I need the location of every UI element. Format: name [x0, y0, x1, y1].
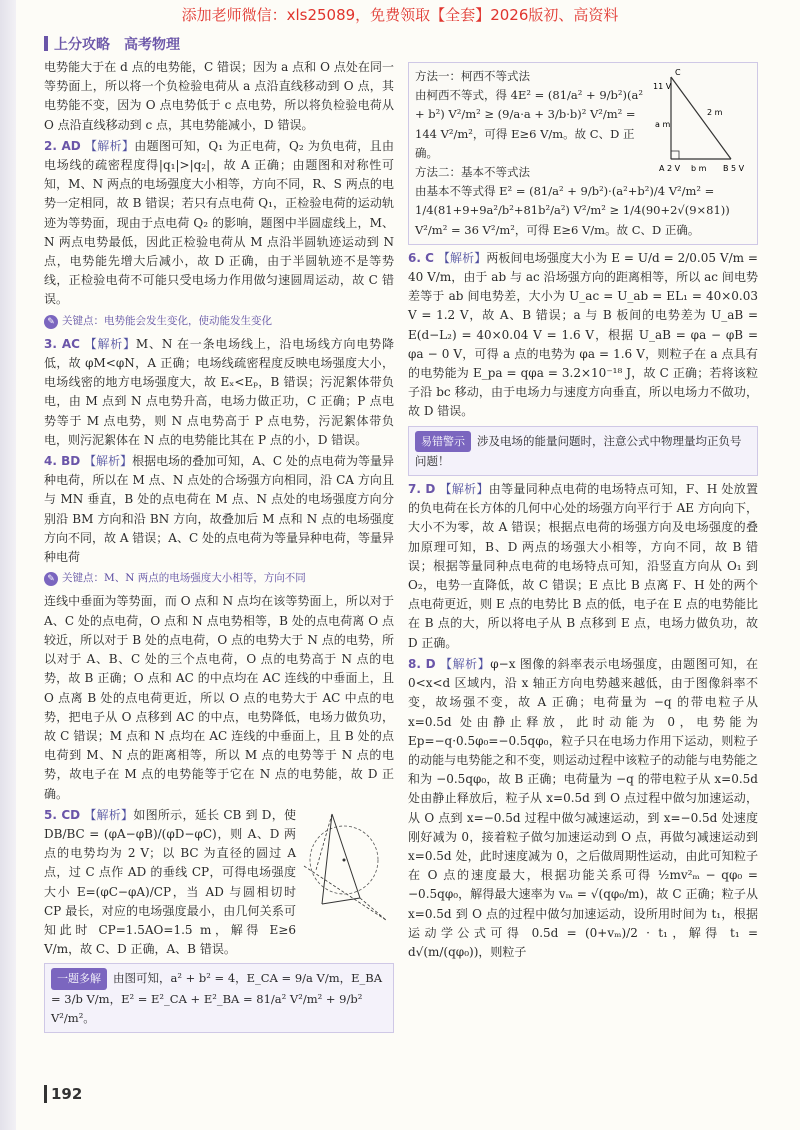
answer-2: [44, 137, 394, 310]
answer-4-continued: 连线中垂面为等势面，而 O 点和 N 点均在该等势面上，所以对于 A、C 处的点电荷，O 点和 N 点电势相等，B 处的点电荷离 O 点较近，所以对于 B 处的点电荷，O 点的电势大于 N 点的电势，所以对于 A、B、C 处的三个点电荷，O 点的电势高于 N 点的电势，故 B 正确；O 点和 AC 的中点均在 AC 连线的中垂面上，且 O 点离 B 处的点电荷更近，所以 O 点的电势大于 AC 中点的电势，把电子从 O 点移到 AC 的中点，电势降低，电场力做负功，故 C 错误；M 点和 N 点均在 AC 连线的中垂面上，且 B 处的点电荷到 M、N 点的距离相等，所以 M 点的电势等于 N 点的电势，故电子在 M 点的电势能等于它在 N 点的电势能，故 D 正确。: [44, 594, 394, 801]
fig-label-2m: 2 m: [707, 108, 723, 117]
answer-6: [408, 249, 758, 422]
section-header: [44, 34, 180, 54]
fig-label-am: a m: [655, 120, 671, 129]
method-2-text: 由基本不等式得 E² = (81/a² + 9/b²)·(a²+b²)/4 V²/m² = 1/4(81+9+9a²/b²+81b²/a²) V²/m² ≥ 1/4(90+2√(9×81)) V²/m² = 36 V²/m²，可得 E≥6 V/m。故 C、D 正确。: [415, 184, 730, 237]
fig-label-2v: A 2 V: [659, 164, 681, 173]
warning-text: 涉及电场的能量问题时，注意公式中物理量均正负号问题！: [415, 433, 742, 468]
circle-geometry-figure: [302, 806, 394, 926]
multi-solution-text: 由图可知，a² + b² = 4，E_CA = 9/a V/m，E_BA = 3/b V/m，E² = E²_CA + E²_BA = 81/a² V²/m² + 9/b² V²/m²。: [51, 971, 383, 1025]
answer-3: [44, 335, 394, 450]
key-point-icon: ✎: [44, 572, 58, 586]
answer-6-number: 6. C: [408, 250, 434, 265]
answer-4-tag: 【解析】: [84, 454, 133, 469]
answer-2-number: 2. AD: [44, 138, 81, 153]
answer-5-number: 5. CD: [44, 807, 81, 822]
answer-8: [408, 655, 758, 962]
answer-7-text: 由等量同种点电荷的电场特点可知，F、H 处放置的负电荷在长方体的几何中心处的场强方向平行于 AE 方向向下，大小不为零，故 A 错误；根据点电荷的场强方向及电场强度的叠加原理可知，B、D 两点的场强大小相等，方向不同，故 B 错误；根据等量同种点电荷的电场特点可知，沿竖直方向从 O₁ 到 O₂，电势一直降低，故 C 错误；E 点比 B 点离 F、H 处的两个点电荷更近，则 E 点的电势比 B 点的低，电子在 E 点的电势能比在 B 点的大，所以将电子从 B 点移到 E 点，电场力做负功，故 D 正确。: [408, 482, 758, 650]
method-1-text: 由柯西不等式，得 4E² = (81/a² + 9/b²)(a² + b²) V²/m² ≥ (9/a·a + 3/b·b)² V²/m² = 144 V²/m²，可得 E≥6 V/m。故 C、D 正确。: [415, 88, 643, 160]
fig-label-5v: B 5 V: [723, 164, 745, 173]
multi-solution-label: 一题多解: [51, 968, 107, 989]
header-bar-icon: [44, 36, 48, 51]
watermark-text: 添加老师微信：xls25089，免费领取【全套】2026版初、高资料: [181, 6, 619, 24]
page-margin-strip: [0, 0, 16, 1130]
right-column: [408, 58, 758, 964]
answer-6-tag: 【解析】: [437, 250, 487, 265]
triangle-figure: [651, 67, 751, 177]
answer-4-text: 根据电场的叠加可知，A、C 处的点电荷为等量异种电荷，所以在 M 点、N 点处的合场强方向相同，沿 CA 方向且与 MN 垂直，B 处的点电荷在 M 点、N 点处的电场强度方向分别沿 BM 方向和沿 BN 方向，故叠加后 M 点和 N 点的电场强度方向不同，故 A 错误；A、C 处的点电荷为等量异种电荷，等量异种电荷: [44, 454, 394, 565]
answer-2-text: 由题图可知，Q₁ 为正电荷，Q₂ 为负电荷，且由电场线的疏密程度得|q₁|>|q₂|，故 A 正确；由题图和对称性可知，M、N 两点的电场强度大小相等，方向不同，R、S 两点的电势一定相同，故 B 错误；若只有点电荷 Q₁，正检验电荷的运动轨迹为等势面，现由于点电荷 Q₂ 的影响，题图中半圆虚线上，M、N 两点电势最低，因此正检验电荷从 M 点沿半圆轨迹运动到 N 点，电势能先增大后减小，故 D 正确，由于半圆轨迹不是等势线，正检验电荷不可能只受电场力作用做匀速圆周运动，故 C 错误。: [44, 138, 394, 307]
answer-5-tag: 【解析】: [84, 807, 134, 822]
answer-4-note-text: 关键点：M、N 两点的电场强度大小相等，方向不同: [62, 572, 306, 585]
answer-7-number: 7. D: [408, 482, 436, 497]
method-box: [408, 62, 758, 245]
left-column: [44, 58, 394, 1037]
answer-8-tag: 【解析】: [440, 656, 491, 671]
paragraph-continued: 电势能大于在 d 点的电势能，C 错误；因为 a 点和 O 点处在同一等势面上，所以将一个负检验电荷从 a 点沿直线移动到 O 点，其电势能不变，因为 O 点电势低于 c 点电势，所以将负检验电荷从 O 点沿直线移动到 c 点，其电势能减小，D 错误。: [44, 60, 394, 132]
answer-8-number: 8. D: [408, 656, 436, 671]
header-title: 上分攻略 高考物理: [54, 37, 180, 53]
answer-3-tag: 【解析】: [84, 336, 136, 351]
answer-3-number: 3. AC: [44, 336, 80, 351]
answer-4-number: 4. BD: [44, 454, 81, 469]
page-number: 192: [44, 1085, 82, 1103]
answer-4: [44, 452, 394, 567]
key-point-icon: ✎: [44, 315, 58, 329]
answer-5-text: 如图所示，延长 CB 到 D，使 DB/BC = (φA−φB)/(φD−φC)，则 A、D 两点的电势均为 2 V；以 BC 为直径的圆过 A 点，过 C 点作 AD 的垂线 CP，可得电场强度大小 E=(φC−φA)/CP，当 AD 与圆相切时 CP 最长，对应的电场强度最小，由几何关系可知此时 CP=1.5AO=1.5 m，解得 E≥6 V/m，故 C、D 正确，A、B 错误。: [44, 807, 296, 957]
answer-2-note: [44, 312, 394, 331]
warning-label: 易错警示: [415, 431, 471, 452]
answer-2-note-text: 关键点：电势能会发生变化，使动能发生变化: [62, 314, 272, 327]
method-1-title: 方法一：柯西不等式法: [415, 69, 530, 83]
answer-3-text: M、N 在一条电场线上，沿电场线方向电势降低，故 φM<φN，A 正确；电场线疏密程度反映电场强度大小，电场线密的地方电场强度大，故 Eₓ<Eₚ，B 错误；污泥絮体带负电，由 M 点到 N 点电势升高，电场力做正功，C 正确；P 点电势等于 M 点电势，则 N 点电势高于 P 点电势，污泥絮体带负电，则污泥絮体在 N 点的电势能比其在 P 点的小，D 错误。: [44, 336, 394, 447]
answer-5: [44, 806, 394, 960]
fig-label-bm: b m: [691, 164, 707, 173]
answer-7-tag: 【解析】: [439, 482, 489, 497]
warning-box: [408, 426, 758, 476]
fig-label-11v: 11 V: [653, 82, 672, 91]
fig-label-c: C: [675, 68, 681, 77]
answer-7: [408, 480, 758, 653]
answer-4-note: [44, 569, 394, 588]
method-2-title: 方法二：基本不等式法: [415, 165, 530, 180]
answer-2-tag: 【解析】: [84, 138, 135, 153]
multi-solution-box: [44, 963, 394, 1033]
answer-6-text: 两板间电场强度大小为 E = U/d = 2/0.05 V/m = 40 V/m，由于 ab 与 ac 沿场强方向的距离相等，所以 ac 间电势差等于 ab 间电势差，大小为 U_ac = U_ab = EL₁ = 40×0.03 V = 1.2 V，故 A、B 错误；a 与 B 板间的电势差为 U_aB = E(d−L₂) = 40×0.04 V = 1.6 V，根据 U_aB = φa − φB = φa − 0 V，可得 a 点的电势为 φa = 1.6 V，则粒子在 a 点具有的电势能为 E_pa = qφa = 3.2×10⁻¹⁸ J，故 C 正确；若将该粒子沿 bc 移动，由于电场力与速度方向垂直，所以电场力不做功，故 D 错误。: [408, 250, 758, 419]
answer-8-text: φ−x 图像的斜率表示电场强度，由题图可知，在 0<x<d 区域内，沿 x 轴正方向电势越来越低，由于图像斜率不变，故场强不变，故 A 正确；电荷量为 −q 的带电粒子从 x=0.5d 处由静止释放，此时动能为 0，电势能为 Ep=−q·0.5φ₀=−0.5qφ₀，粒子只在电场力作用下运动，则粒子的动能与电势能之和不变，则运动过程中该粒子的动能与电势能之和为 −0.5qφ₀，故 B 正确；电荷量为 −q 的带电粒子从 x=0.5d 处由静止释放后，粒子从 x=0.5d 到 O 点过程中做匀加速运动，从 O 点到 x=−0.5d 过程中做匀减速运动，到 x=−0.5d 处速度刚好减为 0，接着粒子做匀加速运动到 O 点，再做匀减速运动到 x=0.5d 处，此时速度减为 0，之后做周期性运动，由此可知粒子在 O 点的速度最大，根据功能关系可得 ½mv²ₘ − qφ₀ = −0.5qφ₀，解得最大速率为 vₘ = √(qφ₀/m)，故 C 正确；粒子从 x=0.5d 到 O 点的过程中做匀加速运动，设所用时间为 t₁，根据运动学公式可得 0.5d = (0+vₘ)/2 · t₁，解得 t₁ = d√(m/(qφ₀))，则粒子: [408, 656, 758, 959]
